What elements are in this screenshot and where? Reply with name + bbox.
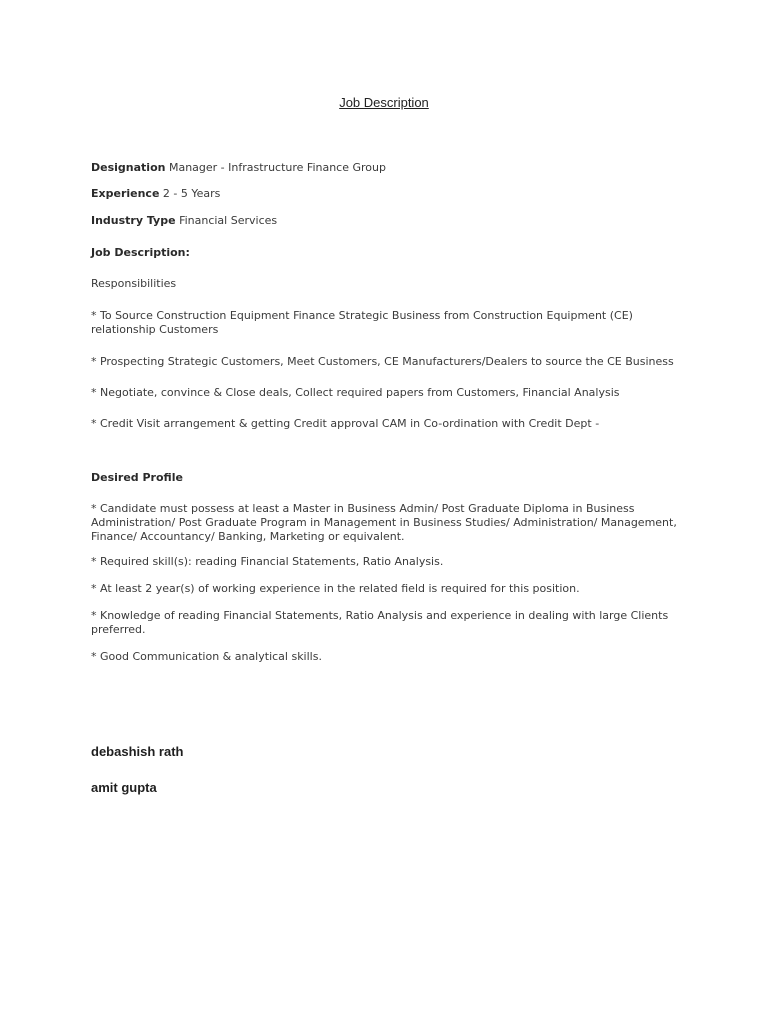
responsibilities-heading: Responsibilities xyxy=(91,277,177,290)
responsibility-item: * Negotiate, convince & Close deals, Collect required papers from Customers, Financial Analysis xyxy=(91,386,620,399)
industry-type-value: Financial Services xyxy=(179,214,278,227)
desired-profile-item: * Good Communication & analytical skills. xyxy=(91,650,322,663)
responsibility-item: * To Source Construction Equipment Finance Strategic Business from Construction Equipment (CE) relationship Customers xyxy=(91,309,633,336)
responsibility-item: * Prospecting Strategic Customers, Meet Customers, CE Manufacturers/Dealers to source the CE Business xyxy=(91,355,674,368)
designation-value: Manager - Infrastructure Finance Group xyxy=(168,161,386,174)
designation-label: Designation xyxy=(91,161,166,174)
signature-name: amit gupta xyxy=(91,780,157,795)
experience-value: 2 - 5 Years xyxy=(162,187,221,200)
desired-profile-heading: Desired Profile xyxy=(91,471,183,484)
designation-row xyxy=(91,161,386,175)
experience-row xyxy=(91,187,220,201)
desired-profile-item: * Knowledge of reading Financial Statements, Ratio Analysis and experience in dealing with large Clients preferred. xyxy=(91,609,669,636)
job-description-heading: Job Description: xyxy=(91,246,190,259)
industry-type-row xyxy=(91,214,277,228)
experience-label: Experience xyxy=(91,187,160,200)
desired-profile-item: * Required skill(s): reading Financial Statements, Ratio Analysis. xyxy=(91,555,444,568)
signature-name: debashish rath xyxy=(91,744,184,759)
industry-type-label: Industry Type xyxy=(91,214,176,227)
desired-profile-item: * At least 2 year(s) of working experience in the related field is required for this position. xyxy=(91,582,580,595)
desired-profile-item: * Candidate must possess at least a Master in Business Admin/ Post Graduate Diploma in Business Administration/ Post Graduate Program in Management in Business Studies/ Administration/ Management, Finance/ Accountancy/ Banking, Marketing or equivalent. xyxy=(91,502,677,543)
page-title: Job Description xyxy=(339,95,429,110)
responsibility-item: * Credit Visit arrangement & getting Credit approval CAM in Co-ordination with Credit Dept - xyxy=(91,417,600,430)
